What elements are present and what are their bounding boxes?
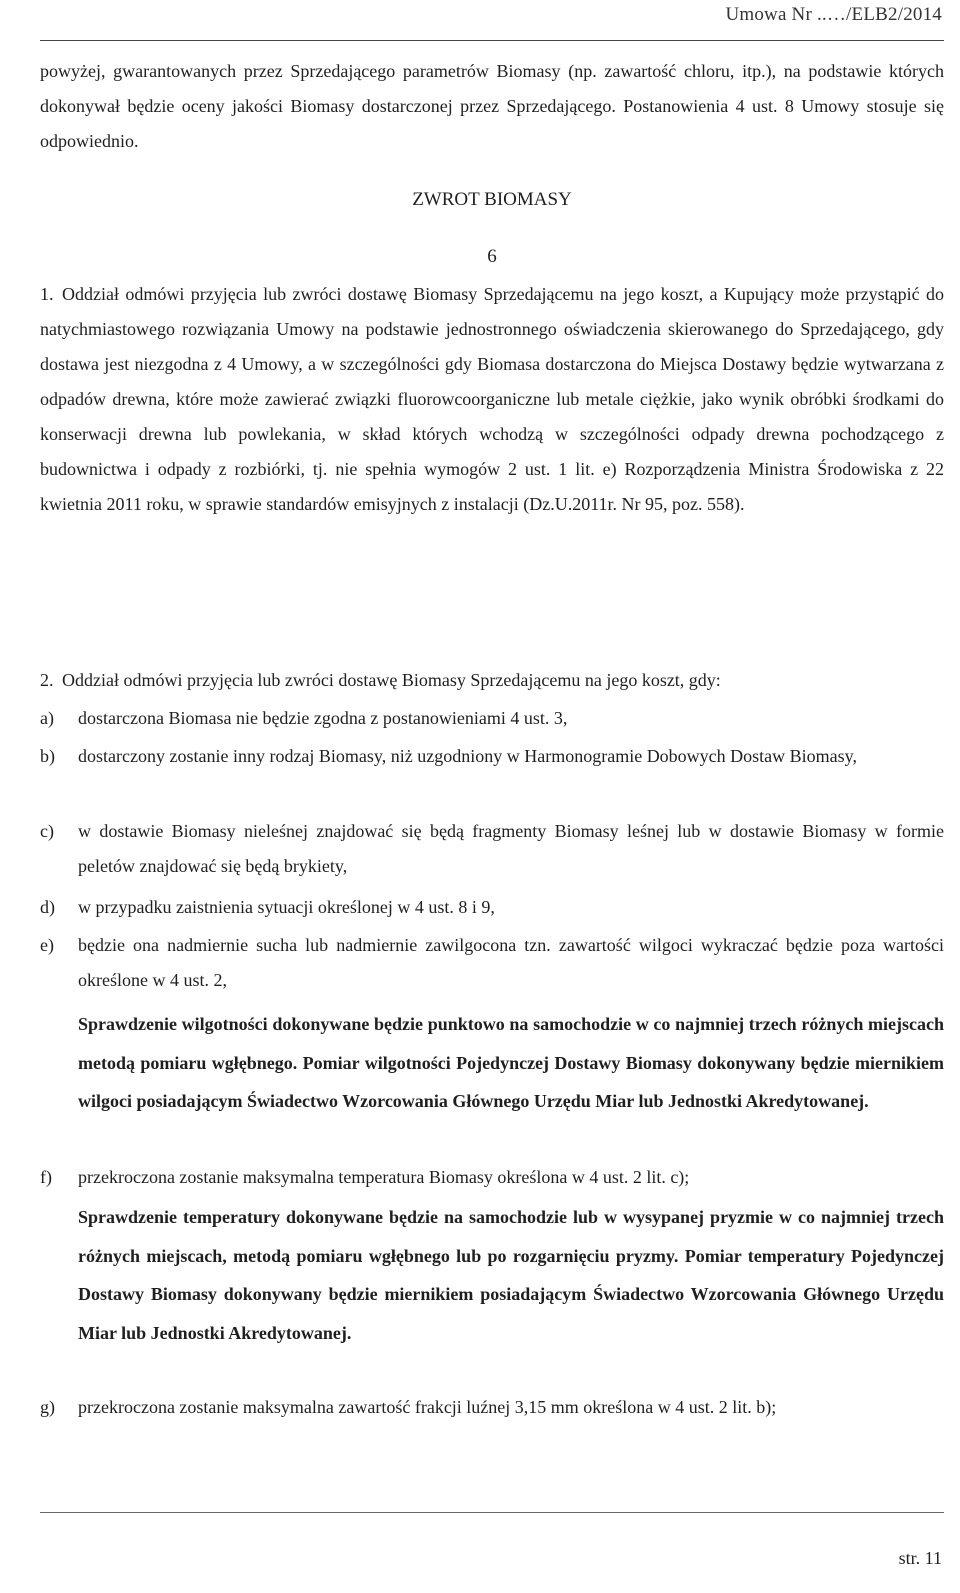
intro-text: powyżej, gwarantowanych przez Sprzedającego parametrów Biomasy (np. zawartość chloru, itp.), na podstawie których dokonywał będzie oceny jakości Biomasy dostarczonej przez Sprzedającego. Postanowienia 4 ust. 8 Umowy stosuje się odpowiednio. bbox=[40, 61, 944, 151]
subpoint-b-text: dostarczony zostanie inny rodzaj Biomasy, niż uzgodniony w Harmonogramie Dobowych Dostaw Biomasy, bbox=[78, 746, 858, 766]
subpoint-c-text: w dostawie Biomasy nieleśnej znajdować się będą fragmenty Biomasy leśnej lub w dostawie Biomasy w formie peletów znajdować się będą brykiety, bbox=[78, 821, 944, 876]
subpoint-d-label: d) bbox=[40, 897, 55, 917]
subpoint-f bbox=[40, 1160, 944, 1195]
point-1-text: Oddział odmówi przyjęcia lub zwróci dostawę Biomasy Sprzedającemu na jego koszt, a Kupujący może przystąpić do natychmiastowego rozwiązania Umowy na podstawie jednostronnego oświadczenia skierowanego do Sprzedającego, gdy dostawa jest niezgodna z 4 Umowy, a w szczególności gdy Biomasa dostarczona do Miejsca Dostawy będzie wytwarzana z odpadów drewna, które może zawierać związki fluorowcoorganiczne lub metale ciężkie, jako wynik obróbki środkami do konserwacji drewna lub powlekania, w skład których wchodzą w szczególności odpady drewna pochodzącego z budownictwa i odpady z rozbiórki, tj. nie spełnia wymogów 2 ust. 1 lit. e) Rozporządzenia Ministra Środowiska z 22 kwietnia 2011 roku, w sprawie standardów emisyjnych z instalacji (Dz.U.2011r. Nr 95, poz. 558). bbox=[40, 284, 944, 514]
document-header: Umowa Nr ..…/ELB2/2014 bbox=[725, 4, 942, 25]
subpoint-e-text: będzie ona nadmiernie sucha lub nadmiernie zawilgocona tzn. zawartość wilgoci wykraczać będzie poza wartości określone w 4 ust. 2, bbox=[78, 935, 944, 990]
subpoint-c bbox=[40, 814, 944, 884]
temperature-check-note: Sprawdzenie temperatury dokonywane będzie na samochodzie lub w wysypanej pryzmie w co najmniej trzech różnych miejscach, metodą pomiaru wgłębnego lub po rozgarnięciu pryzmy. Pomiar temperatury Pojedynczej Dostawy Biomasy dokonywany będzie miernikiem posiadającym Świadectwo Wzorcowania Głównego Urzędu Miar lub Jednostki Akredytowanej. bbox=[78, 1207, 944, 1343]
subpoint-e bbox=[40, 928, 944, 998]
subpoint-d bbox=[40, 890, 944, 925]
subpoint-e-label: e) bbox=[40, 935, 54, 955]
point-1-number: 1. bbox=[40, 284, 54, 304]
page-number: str. 11 bbox=[898, 1548, 942, 1568]
point-2 bbox=[40, 663, 944, 698]
subpoint-d-text: w przypadku zaistnienia sytuacji określonej w 4 ust. 8 i 9, bbox=[78, 897, 495, 917]
point-2-text: Oddział odmówi przyjęcia lub zwróci dostawę Biomasy Sprzedającemu na jego koszt, gdy: bbox=[62, 670, 721, 690]
subpoint-b bbox=[40, 739, 944, 774]
intro-paragraph bbox=[40, 54, 944, 159]
subpoint-f-label: f) bbox=[40, 1167, 52, 1187]
subpoint-g-text: przekroczona zostanie maksymalna zawartość frakcji luźnej 3,15 mm określona w 4 ust. 2 lit. b); bbox=[78, 1397, 777, 1417]
subpoint-c-label: c) bbox=[40, 821, 54, 841]
subpoint-f-text: przekroczona zostanie maksymalna temperatura Biomasy określona w 4 ust. 2 lit. c); bbox=[78, 1167, 690, 1187]
subpoint-b-label: b) bbox=[40, 746, 55, 766]
subpoint-g-label: g) bbox=[40, 1397, 55, 1417]
section-number: 6 bbox=[487, 246, 497, 267]
point-2-number: 2. bbox=[40, 670, 54, 690]
header-divider bbox=[40, 40, 944, 41]
subpoint-a-text: dostarczona Biomasa nie będzie zgodna z postanowieniami 4 ust. 3, bbox=[78, 708, 568, 728]
moisture-check-note: Sprawdzenie wilgotności dokonywane będzie punktowo na samochodzie w co najmniej trzech różnych miejscach metodą pomiaru wgłębnego. Pomiar wilgotności Pojedynczej Dostawy Biomasy dokonywany będzie miernikiem wilgoci posiadającym Świadectwo Wzorcowania Głównego Urzędu Miar lub Jednostki Akredytowanej. bbox=[78, 1014, 944, 1111]
subpoint-g bbox=[40, 1390, 944, 1425]
subpoint-a bbox=[40, 701, 944, 736]
subpoint-a-label: a) bbox=[40, 708, 54, 728]
footer-divider bbox=[40, 1512, 944, 1513]
section-title: ZWROT BIOMASY bbox=[412, 189, 572, 210]
point-1 bbox=[40, 277, 944, 522]
